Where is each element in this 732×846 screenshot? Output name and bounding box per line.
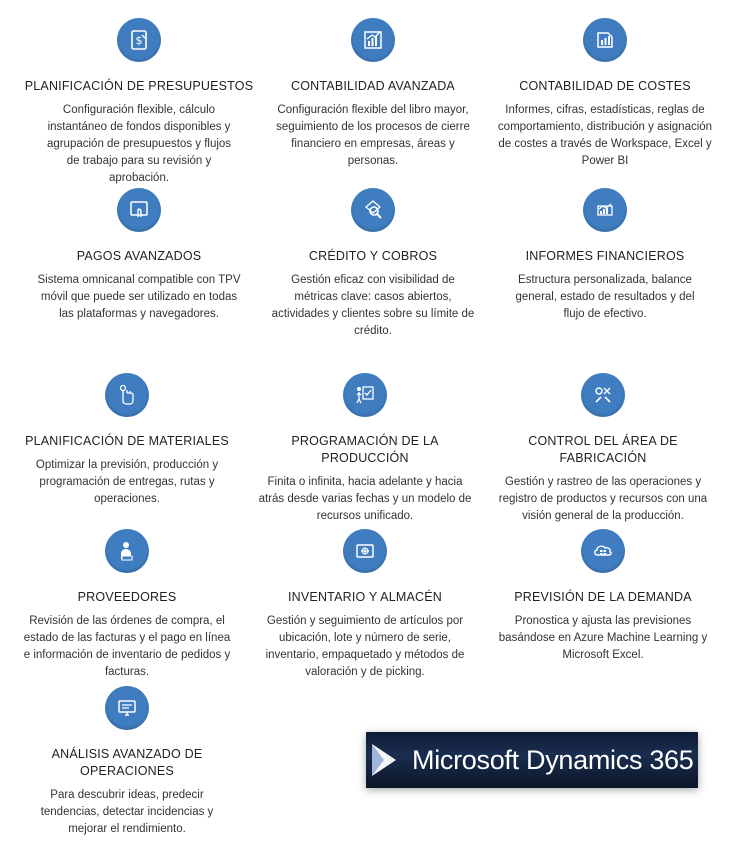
dynamics-logo-icon xyxy=(366,738,410,782)
feature-credit-collections xyxy=(258,188,488,340)
feature-description: Gestión y rastreo de las operaciones y registro de productos y recursos con una visión general de la producción. xyxy=(498,476,708,522)
feature-title: PROGRAMACIÓN DE LA PRODUCCIÓN xyxy=(291,434,439,465)
feature-title: PLANIFICACIÓN DE PRESUPUESTOS xyxy=(24,79,254,93)
feature-description: Optimizar la previsión, producción y programación de entregas, rutas y operaciones. xyxy=(35,459,219,505)
feature-shop-floor-control xyxy=(488,373,718,525)
feature-description: Informes, cifras, estadísticas, reglas de comportamiento, distribución y asignación de costes a través de Workspace, Excel y Power BI xyxy=(497,104,713,167)
feature-description: Gestión eficaz con visibilidad de métricas clave: casos abiertos, actividades y clientes sobre su límite de crédito. xyxy=(271,274,475,337)
cloud-windows-icon xyxy=(581,529,625,573)
supplier-person-icon xyxy=(105,529,149,573)
feature-demand-forecast xyxy=(488,529,718,664)
feature-title: PREVISIÓN DE LA DEMANDA xyxy=(514,590,692,604)
feature-title: PLANIFICACIÓN DE MATERIALES xyxy=(25,434,229,448)
touch-screen-icon xyxy=(117,188,161,232)
feature-material-planning xyxy=(12,373,242,508)
feature-description: Sistema omnicanal compatible con TPV móvil que puede ser utilizado en todas las plataformas y navegadores. xyxy=(37,274,241,320)
bar-chart-icon xyxy=(351,18,395,62)
feature-production-scheduling xyxy=(250,373,480,525)
feature-financial-reports xyxy=(490,188,720,323)
feature-title: CONTABILIDAD DE COSTES xyxy=(519,79,691,93)
schedule-board-icon xyxy=(343,373,387,417)
brand-name: Microsoft Dynamics 365 xyxy=(412,745,694,775)
cost-chart-icon xyxy=(583,18,627,62)
feature-title: ANÁLISIS AVANZADO DE OPERACIONES xyxy=(51,747,203,778)
svg-text:$: $ xyxy=(135,34,143,47)
feature-description: Configuración flexible, cálculo instantáneo de fondos disponibles y agrupación de presupuestos y flujos de trabajo para su revisión y aprobación. xyxy=(46,104,232,184)
feature-suppliers xyxy=(12,529,242,681)
feature-title: INFORMES FINANCIEROS xyxy=(525,249,685,263)
feature-budget-planning xyxy=(24,18,254,187)
feature-description: Para descubrir ideas, predecir tendencias, detectar incidencias y mejorar el rendimiento. xyxy=(40,789,214,835)
touch-hand-icon xyxy=(105,373,149,417)
feature-advanced-payments xyxy=(24,188,254,323)
feature-inventory-warehouse xyxy=(250,529,480,681)
feature-title: CRÉDITO Y COBROS xyxy=(308,249,438,263)
analytics-monitor-icon xyxy=(105,686,149,730)
budget-document-icon xyxy=(117,18,161,62)
inventory-box-icon xyxy=(343,529,387,573)
feature-advanced-analytics xyxy=(12,686,242,838)
feature-title: CONTABILIDAD AVANZADA xyxy=(291,79,455,93)
feature-description: Configuración flexible del libro mayor, seguimiento de los procesos de cierre financiero en empresas, áreas y personas. xyxy=(276,104,470,167)
feature-advanced-accounting xyxy=(258,18,488,170)
magnifier-document-icon xyxy=(351,188,395,232)
feature-title: PROVEEDORES xyxy=(77,590,177,604)
feature-title: CONTROL DEL ÁREA DE FABRICACIÓN xyxy=(528,434,678,465)
feature-description: Finita o infinita, hacia adelante y hacia atrás desde varias fechas y un modelo de recursos unificado. xyxy=(258,476,472,522)
feature-cost-accounting xyxy=(490,18,720,170)
trend-chart-icon xyxy=(583,188,627,232)
feature-description: Estructura personalizada, balance general, estado de resultados y del flujo de efectivo. xyxy=(515,274,695,320)
factory-tools-icon xyxy=(581,373,625,417)
feature-description: Gestión y seguimiento de artículos por ubicación, lote y número de serie, inventario, empaquetado y métodos de valoración y de picking. xyxy=(265,615,465,678)
dynamics-365-banner xyxy=(366,732,698,788)
feature-description: Revisión de las órdenes de compra, el estado de las facturas y el pago en línea e información de inventario de pedidos y facturas. xyxy=(23,615,231,678)
feature-title: INVENTARIO Y ALMACÉN xyxy=(287,590,443,604)
feature-description: Pronostica y ajusta las previsiones basándose en Azure Machine Learning y Microsoft Excel. xyxy=(498,615,708,661)
feature-title: PAGOS AVANZADOS xyxy=(76,249,202,263)
